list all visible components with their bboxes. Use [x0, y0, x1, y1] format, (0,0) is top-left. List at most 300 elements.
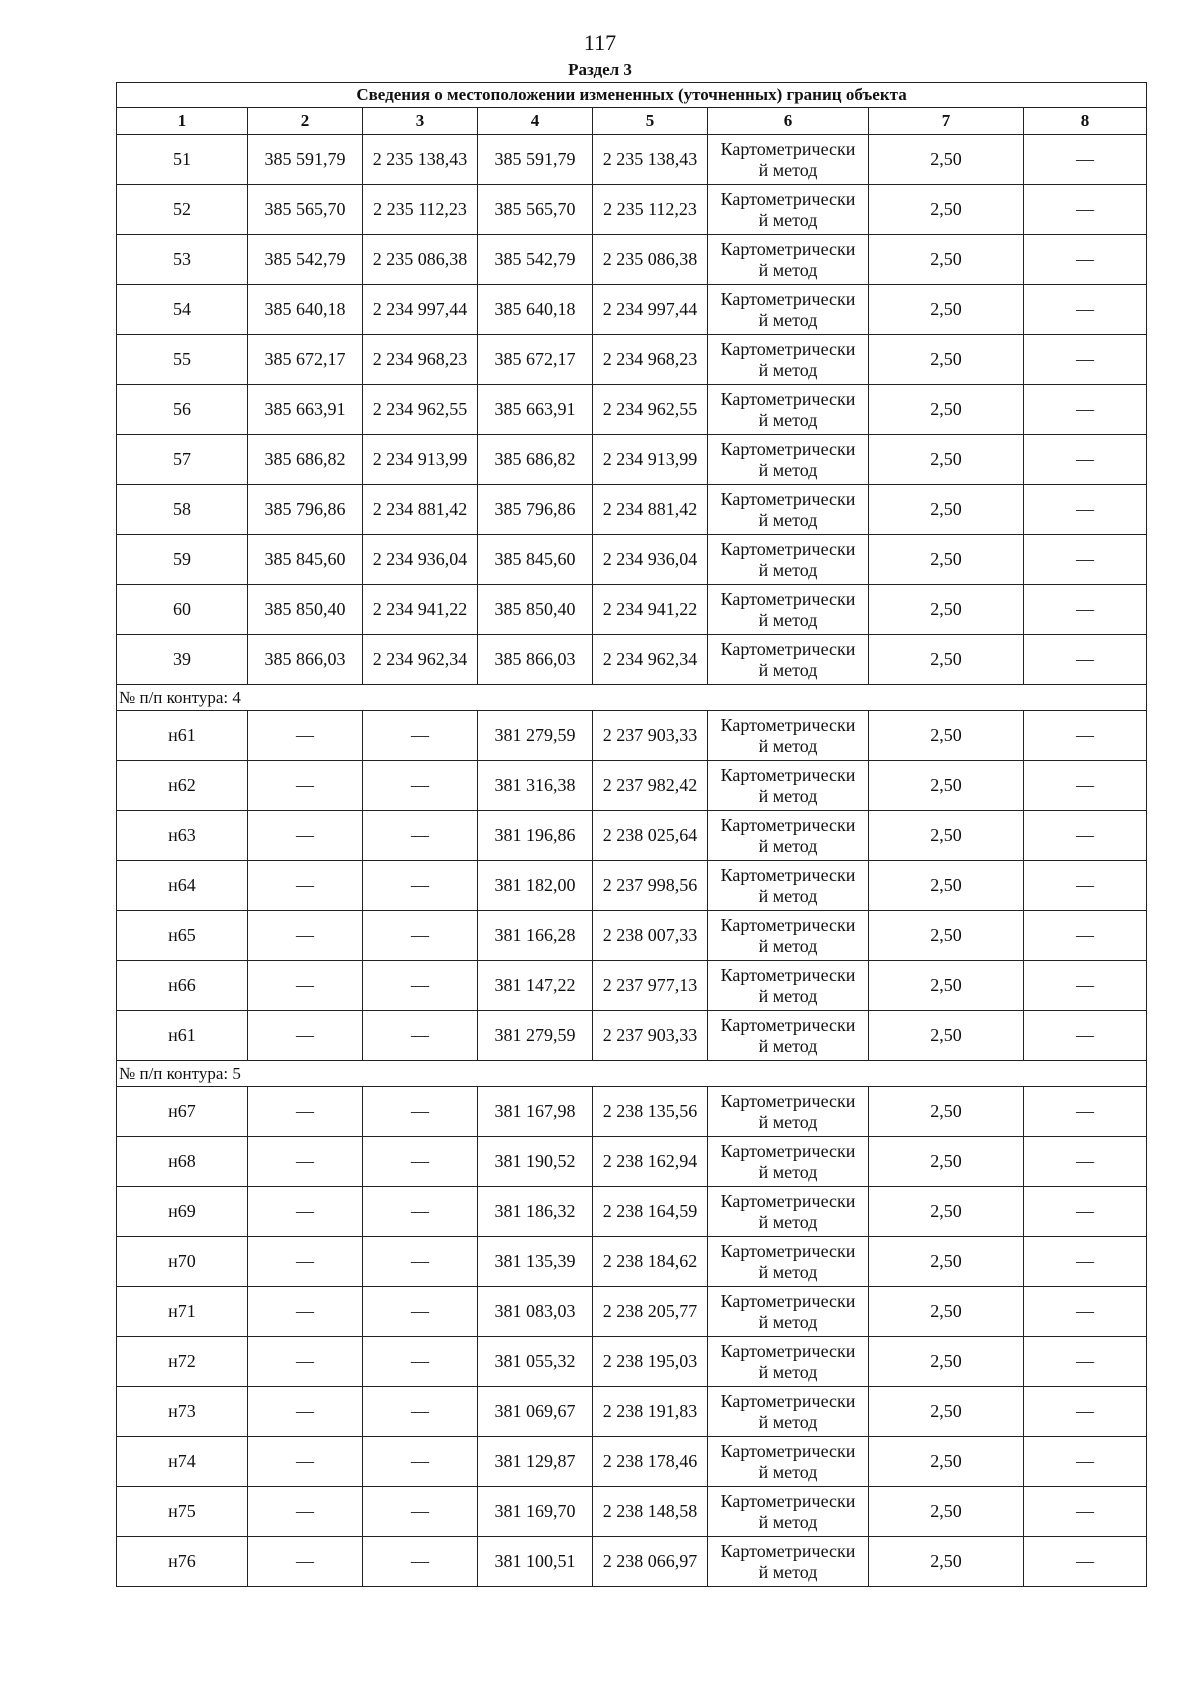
table-row: [117, 235, 1147, 285]
accuracy-cell: 2,50: [869, 585, 1024, 635]
point-number-cell: н72: [117, 1337, 248, 1387]
new-x-cell: 381 196,86: [478, 811, 593, 861]
point-number-cell: н70: [117, 1237, 248, 1287]
point-number-cell: н75: [117, 1487, 248, 1537]
table-row: [117, 811, 1147, 861]
new-y-cell: 2 238 007,33: [593, 911, 708, 961]
method-line-1: Картометрически: [720, 914, 856, 935]
accuracy-cell: 2,50: [869, 1187, 1024, 1237]
method-line-2: й метод: [758, 1511, 818, 1532]
table-row: [117, 135, 1147, 185]
new-y-cell: 2 237 903,33: [593, 1011, 708, 1061]
old-x-cell: —: [248, 811, 363, 861]
old-y-cell: 2 234 936,04: [363, 535, 478, 585]
old-y-cell: —: [363, 911, 478, 961]
description-cell: —: [1024, 585, 1147, 635]
new-x-cell: 381 167,98: [478, 1087, 593, 1137]
point-number-cell: н73: [117, 1387, 248, 1437]
new-y-cell: 2 234 936,04: [593, 535, 708, 585]
point-number-cell: 39: [117, 635, 248, 685]
method-line-1: Картометрически: [720, 1140, 856, 1161]
method-cell: [708, 1011, 869, 1061]
method-line-2: й метод: [758, 209, 818, 230]
accuracy-cell: 2,50: [869, 435, 1024, 485]
method-line-2: й метод: [758, 409, 818, 430]
method-line-1: Картометрически: [720, 1440, 856, 1461]
accuracy-cell: 2,50: [869, 711, 1024, 761]
point-number-cell: н68: [117, 1137, 248, 1187]
new-x-cell: 381 316,38: [478, 761, 593, 811]
table-row: [117, 485, 1147, 535]
description-cell: —: [1024, 1287, 1147, 1337]
method-cell: [708, 385, 869, 435]
old-y-cell: 2 234 881,42: [363, 485, 478, 535]
old-x-cell: —: [248, 1537, 363, 1587]
new-x-cell: 381 083,03: [478, 1287, 593, 1337]
table-row: [117, 585, 1147, 635]
method-cell: [708, 585, 869, 635]
old-x-cell: —: [248, 711, 363, 761]
description-cell: —: [1024, 1011, 1147, 1061]
method-line-1: Картометрически: [720, 538, 856, 559]
method-line-1: Картометрически: [720, 588, 856, 609]
method-cell: [708, 1237, 869, 1287]
method-cell: [708, 711, 869, 761]
method-line-2: й метод: [758, 1211, 818, 1232]
old-y-cell: —: [363, 861, 478, 911]
method-line-2: й метод: [758, 159, 818, 180]
old-y-cell: —: [363, 961, 478, 1011]
old-y-cell: —: [363, 1287, 478, 1337]
table-row: [117, 711, 1147, 761]
column-header: 4: [478, 108, 593, 135]
method-line-2: й метод: [758, 835, 818, 856]
table-row: [117, 911, 1147, 961]
old-y-cell: —: [363, 1187, 478, 1237]
old-y-cell: 2 234 941,22: [363, 585, 478, 635]
point-number-cell: 51: [117, 135, 248, 185]
point-number-cell: 60: [117, 585, 248, 635]
method-line-2: й метод: [758, 1261, 818, 1282]
method-cell: [708, 335, 869, 385]
old-y-cell: 2 235 112,23: [363, 185, 478, 235]
old-x-cell: 385 796,86: [248, 485, 363, 535]
accuracy-cell: 2,50: [869, 635, 1024, 685]
new-y-cell: 2 238 184,62: [593, 1237, 708, 1287]
method-cell: [708, 961, 869, 1011]
new-y-cell: 2 238 135,56: [593, 1087, 708, 1137]
method-line-2: й метод: [758, 609, 818, 630]
table-row: [117, 535, 1147, 585]
old-x-cell: 385 565,70: [248, 185, 363, 235]
new-x-cell: 385 542,79: [478, 235, 593, 285]
new-y-cell: 2 237 977,13: [593, 961, 708, 1011]
method-line-2: й метод: [758, 459, 818, 480]
point-number-cell: 58: [117, 485, 248, 535]
table-row: [117, 1537, 1147, 1587]
method-cell: [708, 635, 869, 685]
old-y-cell: 2 234 962,55: [363, 385, 478, 435]
method-line-1: Картометрически: [720, 864, 856, 885]
accuracy-cell: 2,50: [869, 185, 1024, 235]
column-header: 1: [117, 108, 248, 135]
description-cell: —: [1024, 485, 1147, 535]
old-x-cell: —: [248, 861, 363, 911]
description-cell: —: [1024, 861, 1147, 911]
table-row: [117, 1287, 1147, 1337]
method-cell: [708, 1287, 869, 1337]
old-x-cell: 385 866,03: [248, 635, 363, 685]
point-number-cell: н64: [117, 861, 248, 911]
method-cell: [708, 485, 869, 535]
method-line-1: Картометрически: [720, 438, 856, 459]
point-number-cell: 54: [117, 285, 248, 335]
new-y-cell: 2 238 191,83: [593, 1387, 708, 1437]
method-line-2: й метод: [758, 1411, 818, 1432]
table-row: [117, 1087, 1147, 1137]
old-y-cell: —: [363, 1337, 478, 1387]
description-cell: —: [1024, 1237, 1147, 1287]
column-header: 6: [708, 108, 869, 135]
description-cell: —: [1024, 185, 1147, 235]
description-cell: —: [1024, 1437, 1147, 1487]
method-cell: [708, 911, 869, 961]
new-x-cell: 385 591,79: [478, 135, 593, 185]
method-cell: [708, 861, 869, 911]
point-number-cell: н74: [117, 1437, 248, 1487]
description-cell: —: [1024, 135, 1147, 185]
method-line-2: й метод: [758, 259, 818, 280]
method-line-2: й метод: [758, 735, 818, 756]
table-row: [117, 1487, 1147, 1537]
point-number-cell: н63: [117, 811, 248, 861]
method-line-1: Картометрически: [720, 1090, 856, 1111]
accuracy-cell: 2,50: [869, 385, 1024, 435]
old-y-cell: —: [363, 811, 478, 861]
method-line-1: Картометрически: [720, 188, 856, 209]
new-x-cell: 381 182,00: [478, 861, 593, 911]
method-line-2: й метод: [758, 1111, 818, 1132]
method-line-1: Картометрически: [720, 238, 856, 259]
description-cell: —: [1024, 961, 1147, 1011]
old-y-cell: 2 234 997,44: [363, 285, 478, 335]
old-x-cell: —: [248, 961, 363, 1011]
accuracy-cell: 2,50: [869, 1537, 1024, 1587]
method-line-2: й метод: [758, 785, 818, 806]
accuracy-cell: 2,50: [869, 135, 1024, 185]
method-line-1: Картометрически: [720, 1340, 856, 1361]
accuracy-cell: 2,50: [869, 1137, 1024, 1187]
accuracy-cell: 2,50: [869, 861, 1024, 911]
accuracy-cell: 2,50: [869, 1337, 1024, 1387]
new-y-cell: 2 234 913,99: [593, 435, 708, 485]
method-cell: [708, 185, 869, 235]
description-cell: —: [1024, 911, 1147, 961]
table-row: [117, 1237, 1147, 1287]
method-line-2: й метод: [758, 1161, 818, 1182]
new-x-cell: 381 135,39: [478, 1237, 593, 1287]
new-y-cell: 2 234 962,34: [593, 635, 708, 685]
method-cell: [708, 535, 869, 585]
old-x-cell: 385 591,79: [248, 135, 363, 185]
old-y-cell: —: [363, 1137, 478, 1187]
point-number-cell: н61: [117, 711, 248, 761]
new-x-cell: 381 186,32: [478, 1187, 593, 1237]
new-x-cell: 385 565,70: [478, 185, 593, 235]
method-line-2: й метод: [758, 1035, 818, 1056]
new-x-cell: 381 100,51: [478, 1537, 593, 1587]
contour-header-row: [117, 1061, 1147, 1087]
new-x-cell: 385 796,86: [478, 485, 593, 535]
accuracy-cell: 2,50: [869, 1237, 1024, 1287]
new-x-cell: 381 147,22: [478, 961, 593, 1011]
method-cell: [708, 435, 869, 485]
table-row: [117, 961, 1147, 1011]
old-y-cell: —: [363, 1437, 478, 1487]
old-x-cell: —: [248, 1187, 363, 1237]
old-x-cell: 385 672,17: [248, 335, 363, 385]
description-cell: —: [1024, 761, 1147, 811]
method-line-2: й метод: [758, 885, 818, 906]
point-number-cell: н76: [117, 1537, 248, 1587]
old-x-cell: —: [248, 1337, 363, 1387]
accuracy-cell: 2,50: [869, 811, 1024, 861]
table-row: [117, 1337, 1147, 1387]
old-x-cell: —: [248, 1011, 363, 1061]
new-y-cell: 2 238 205,77: [593, 1287, 708, 1337]
new-y-cell: 2 234 941,22: [593, 585, 708, 635]
old-y-cell: —: [363, 1387, 478, 1437]
table-row: [117, 1387, 1147, 1437]
table-row: [117, 1187, 1147, 1237]
table-body: [117, 135, 1147, 1587]
method-line-2: й метод: [758, 1311, 818, 1332]
table-row: [117, 1137, 1147, 1187]
method-line-1: Картометрически: [720, 714, 856, 735]
accuracy-cell: 2,50: [869, 761, 1024, 811]
column-header: 3: [363, 108, 478, 135]
point-number-cell: 52: [117, 185, 248, 235]
new-y-cell: 2 238 164,59: [593, 1187, 708, 1237]
new-x-cell: 381 069,67: [478, 1387, 593, 1437]
new-x-cell: 381 190,52: [478, 1137, 593, 1187]
method-line-2: й метод: [758, 309, 818, 330]
new-x-cell: 385 672,17: [478, 335, 593, 385]
new-x-cell: 385 640,18: [478, 285, 593, 335]
column-header: 2: [248, 108, 363, 135]
accuracy-cell: 2,50: [869, 1487, 1024, 1537]
old-x-cell: —: [248, 761, 363, 811]
old-x-cell: 385 850,40: [248, 585, 363, 635]
table-row: [117, 185, 1147, 235]
description-cell: —: [1024, 285, 1147, 335]
method-line-2: й метод: [758, 509, 818, 530]
method-cell: [708, 1487, 869, 1537]
column-header: 5: [593, 108, 708, 135]
old-x-cell: 385 542,79: [248, 235, 363, 285]
method-line-1: Картометрически: [720, 964, 856, 985]
new-y-cell: 2 237 982,42: [593, 761, 708, 811]
table-row: [117, 861, 1147, 911]
new-x-cell: 381 055,32: [478, 1337, 593, 1387]
point-number-cell: 53: [117, 235, 248, 285]
old-y-cell: —: [363, 1011, 478, 1061]
table-row: [117, 1437, 1147, 1487]
point-number-cell: 59: [117, 535, 248, 585]
old-x-cell: —: [248, 1387, 363, 1437]
new-y-cell: 2 234 881,42: [593, 485, 708, 535]
old-x-cell: —: [248, 1487, 363, 1537]
old-y-cell: 2 235 086,38: [363, 235, 478, 285]
old-x-cell: 385 845,60: [248, 535, 363, 585]
method-line-2: й метод: [758, 559, 818, 580]
method-line-2: й метод: [758, 1461, 818, 1482]
table-row: [117, 1011, 1147, 1061]
description-cell: —: [1024, 811, 1147, 861]
method-cell: [708, 1087, 869, 1137]
column-header: 7: [869, 108, 1024, 135]
point-number-cell: н61: [117, 1011, 248, 1061]
method-line-1: Картометрически: [720, 138, 856, 159]
new-y-cell: 2 238 066,97: [593, 1537, 708, 1587]
new-x-cell: 381 129,87: [478, 1437, 593, 1487]
accuracy-cell: 2,50: [869, 1087, 1024, 1137]
description-cell: —: [1024, 1087, 1147, 1137]
new-x-cell: 381 169,70: [478, 1487, 593, 1537]
new-y-cell: 2 235 112,23: [593, 185, 708, 235]
point-number-cell: н66: [117, 961, 248, 1011]
method-line-2: й метод: [758, 1361, 818, 1382]
page-number: 117: [583, 30, 617, 55]
method-line-1: Картометрически: [720, 1540, 856, 1561]
table-row: [117, 385, 1147, 435]
accuracy-cell: 2,50: [869, 285, 1024, 335]
description-cell: —: [1024, 435, 1147, 485]
description-cell: —: [1024, 1187, 1147, 1237]
accuracy-cell: 2,50: [869, 911, 1024, 961]
new-y-cell: 2 238 195,03: [593, 1337, 708, 1387]
accuracy-cell: 2,50: [869, 335, 1024, 385]
old-x-cell: —: [248, 1237, 363, 1287]
accuracy-cell: 2,50: [869, 1287, 1024, 1337]
method-line-1: Картометрически: [720, 1014, 856, 1035]
method-cell: [708, 135, 869, 185]
method-line-1: Картометрически: [720, 288, 856, 309]
method-line-1: Картометрически: [720, 1290, 856, 1311]
method-cell: [708, 1337, 869, 1387]
method-cell: [708, 285, 869, 335]
accuracy-cell: 2,50: [869, 1011, 1024, 1061]
method-line-2: й метод: [758, 659, 818, 680]
old-y-cell: —: [363, 1237, 478, 1287]
point-number-cell: н67: [117, 1087, 248, 1137]
method-line-1: Картометрически: [720, 638, 856, 659]
table-row: [117, 635, 1147, 685]
point-number-cell: н69: [117, 1187, 248, 1237]
method-line-1: Картометрически: [720, 1240, 856, 1261]
old-y-cell: —: [363, 1487, 478, 1537]
new-y-cell: 2 237 998,56: [593, 861, 708, 911]
method-cell: [708, 1537, 869, 1587]
old-x-cell: —: [248, 1087, 363, 1137]
old-y-cell: 2 235 138,43: [363, 135, 478, 185]
new-y-cell: 2 238 162,94: [593, 1137, 708, 1187]
method-line-1: Картометрически: [720, 338, 856, 359]
old-x-cell: —: [248, 911, 363, 961]
method-line-1: Картометрически: [720, 1490, 856, 1511]
description-cell: —: [1024, 1137, 1147, 1187]
old-x-cell: 385 686,82: [248, 435, 363, 485]
new-x-cell: 381 279,59: [478, 1011, 593, 1061]
method-cell: [708, 1187, 869, 1237]
accuracy-cell: 2,50: [869, 235, 1024, 285]
method-cell: [708, 1387, 869, 1437]
new-y-cell: 2 238 025,64: [593, 811, 708, 861]
method-cell: [708, 811, 869, 861]
old-x-cell: 385 663,91: [248, 385, 363, 435]
accuracy-cell: 2,50: [869, 485, 1024, 535]
table-caption: Сведения о местоположении измененных (уточненных) границ объекта: [117, 83, 1147, 108]
old-x-cell: —: [248, 1287, 363, 1337]
old-x-cell: —: [248, 1137, 363, 1187]
method-line-2: й метод: [758, 985, 818, 1006]
point-number-cell: н71: [117, 1287, 248, 1337]
description-cell: —: [1024, 1537, 1147, 1587]
method-cell: [708, 235, 869, 285]
description-cell: —: [1024, 1387, 1147, 1437]
old-y-cell: —: [363, 1087, 478, 1137]
column-header: 8: [1024, 108, 1147, 135]
accuracy-cell: 2,50: [869, 1387, 1024, 1437]
old-y-cell: 2 234 968,23: [363, 335, 478, 385]
description-cell: —: [1024, 235, 1147, 285]
contour-header: № п/п контура: 4: [117, 685, 1147, 711]
old-y-cell: 2 234 962,34: [363, 635, 478, 685]
method-line-1: Картометрически: [720, 814, 856, 835]
description-cell: —: [1024, 335, 1147, 385]
new-y-cell: 2 238 148,58: [593, 1487, 708, 1537]
new-y-cell: 2 238 178,46: [593, 1437, 708, 1487]
point-number-cell: 57: [117, 435, 248, 485]
method-line-2: й метод: [758, 935, 818, 956]
old-y-cell: —: [363, 1537, 478, 1587]
table-row: [117, 335, 1147, 385]
description-cell: —: [1024, 535, 1147, 585]
new-y-cell: 2 237 903,33: [593, 711, 708, 761]
method-line-1: Картометрически: [720, 764, 856, 785]
contour-header-row: [117, 685, 1147, 711]
method-line-1: Картометрически: [720, 388, 856, 409]
new-y-cell: 2 235 138,43: [593, 135, 708, 185]
description-cell: —: [1024, 1337, 1147, 1387]
new-x-cell: 385 866,03: [478, 635, 593, 685]
old-x-cell: —: [248, 1437, 363, 1487]
new-y-cell: 2 235 086,38: [593, 235, 708, 285]
method-cell: [708, 1437, 869, 1487]
method-line-1: Картометрически: [720, 488, 856, 509]
new-x-cell: 381 279,59: [478, 711, 593, 761]
method-line-1: Картометрически: [720, 1190, 856, 1211]
method-line-2: й метод: [758, 359, 818, 380]
point-number-cell: н62: [117, 761, 248, 811]
old-y-cell: —: [363, 711, 478, 761]
table-row: [117, 435, 1147, 485]
new-x-cell: 381 166,28: [478, 911, 593, 961]
new-y-cell: 2 234 997,44: [593, 285, 708, 335]
table-row: [117, 761, 1147, 811]
accuracy-cell: 2,50: [869, 535, 1024, 585]
method-line-1: Картометрически: [720, 1390, 856, 1411]
